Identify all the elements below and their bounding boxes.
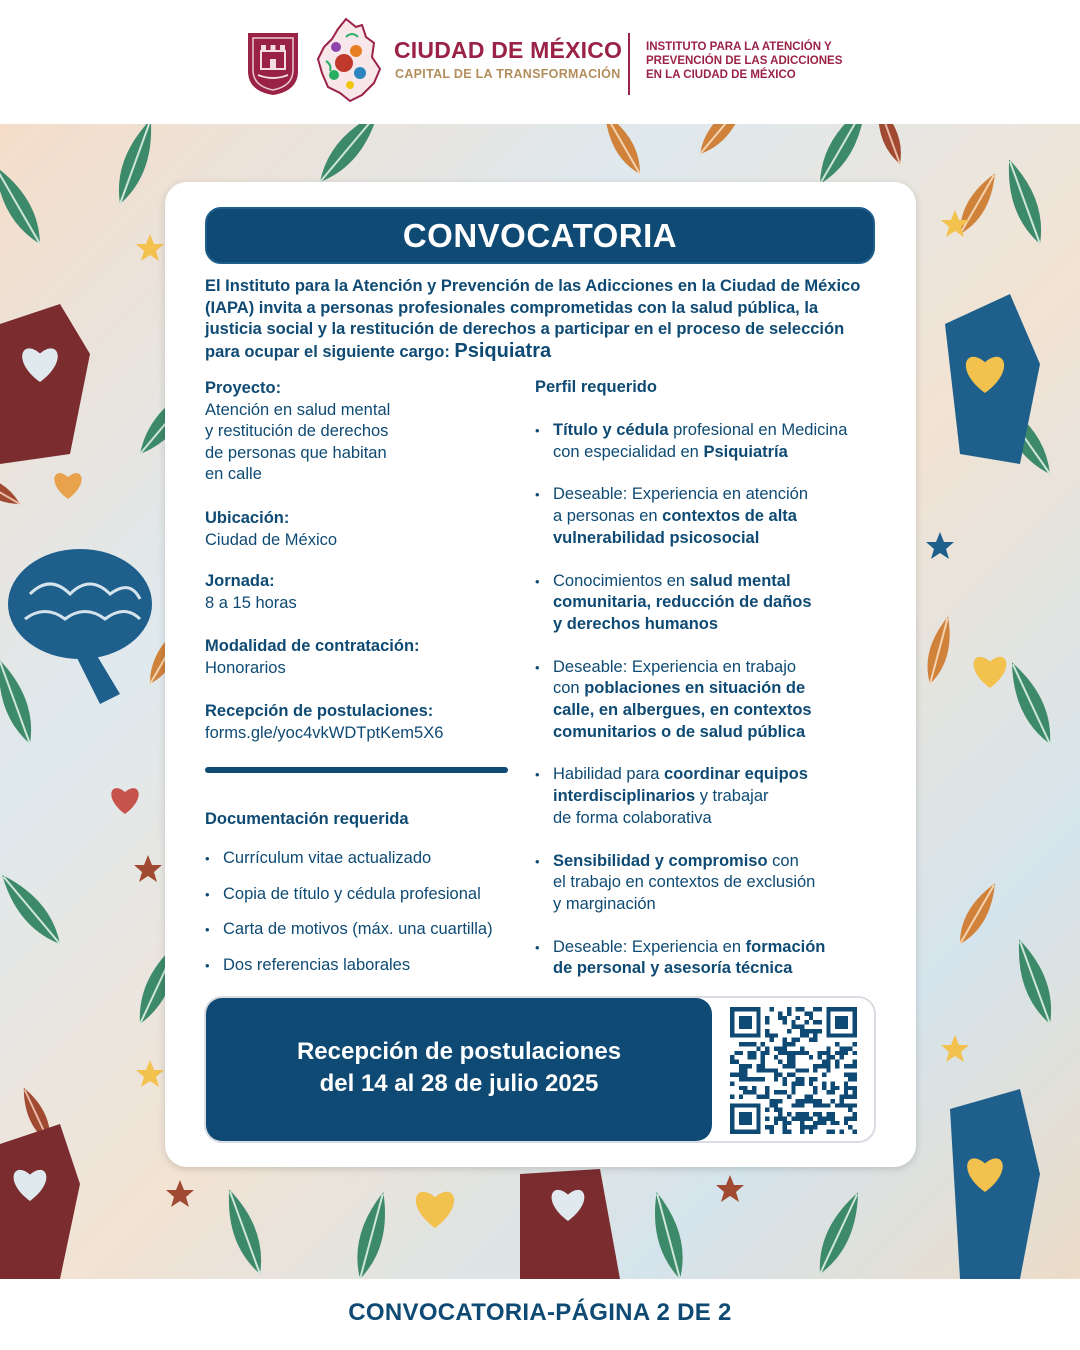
list-item: • Carta de motivos (máx. una cuartilla): [205, 919, 535, 955]
perfil-list: [535, 420, 880, 980]
intro-text: El Instituto para la Atención y Prevención de las Adicciones en la Ciudad de México (IAPA) invita a personas profesionales comprometidas con la salud pública, la justicia social y la restitución de derechos a participar en el proceso de selección para ocupar el siguiente cargo:: [205, 277, 861, 361]
role-name: Psiquiatra: [454, 339, 552, 362]
list-item: • Currículum vitae actualizado: [205, 848, 535, 884]
header: [0, 0, 1080, 124]
perfil-item: • Deseable: Experiencia en trabajo con poblaciones en situación de calle, en albergues, en contextos comunitarios o de salud pública: [535, 657, 880, 744]
perfil-item: • Sensibilidad y compromiso con el trabajo en contextos de exclusión y marginación: [535, 851, 880, 916]
title-banner: [205, 207, 875, 264]
application-dates: Recepción de postulaciones del 14 al 28 de julio 2025: [296, 1038, 622, 1097]
intro-paragraph: [205, 276, 865, 363]
coat-of-arms-icon: [246, 31, 300, 97]
list-item: • Dos referencias laborales: [205, 955, 535, 991]
list-item: • Copia de título y cédula profesional: [205, 884, 535, 920]
recepcion-label: Recepción de postulaciones:: [205, 702, 434, 720]
qr-code-icon[interactable]: [730, 1007, 857, 1134]
perfil-item: • Título y cédula profesional en Medicina con especialidad en Psiquiatría: [535, 420, 880, 463]
page-title: CONVOCATORIA: [402, 217, 678, 254]
ubicacion-value: Ciudad de México: [205, 530, 338, 549]
city-title: CIUDAD DE MÉXICO: [394, 37, 623, 63]
modalidad-label: Modalidad de contratación:: [205, 637, 420, 655]
recepcion-field: [205, 701, 525, 744]
application-link[interactable]: forms.gle/yoc4vkWDTptKem5X6: [205, 723, 444, 742]
proyecto-value: Atención en salud mental y restitución de derechos de personas que habitan en calle: [205, 400, 391, 483]
jornada-value: 8 a 15 horas: [205, 593, 297, 612]
proyecto-field: [205, 378, 525, 486]
proyecto-label: Proyecto:: [205, 379, 282, 397]
jornada-field: [205, 571, 525, 614]
header-divider: [628, 33, 630, 95]
documentacion-list: [205, 848, 535, 990]
city-subtitle: CAPITAL DE LA TRANSFORMACIÓN: [395, 67, 621, 81]
cdmx-floral-map-icon: [316, 17, 382, 103]
perfil-item: • Conocimientos en salud mental comunitaria, reducción de daños y derechos humanos: [535, 571, 880, 636]
perfil-item: • Deseable: Experiencia en formación de personal y asesoría técnica: [535, 937, 880, 980]
perfil-item: • Deseable: Experiencia en atención a personas en contextos de alta vulnerabilidad psicosocial: [535, 484, 880, 549]
section-divider: [205, 767, 508, 773]
ubicacion-field: [205, 508, 525, 551]
perfil-item: • Habilidad para coordinar equipos interdisciplinarios y trabajar de forma colaborativa: [535, 764, 880, 829]
modalidad-value: Honorarios: [205, 658, 286, 677]
ubicacion-label: Ubicación:: [205, 509, 290, 527]
modalidad-field: [205, 636, 525, 679]
documentacion-title: Documentación requerida: [205, 810, 409, 828]
institute-name: INSTITUTO PARA LA ATENCIÓN Y PREVENCIÓN DE LAS ADICCIONES EN LA CIUDAD DE MÉXICO: [646, 41, 843, 81]
footer: [0, 1279, 1080, 1350]
perfil-title: Perfil requerido: [535, 378, 657, 396]
jornada-label: Jornada:: [205, 572, 275, 590]
page-indicator: CONVOCATORIA-PÁGINA 2 DE 2: [348, 1299, 732, 1326]
